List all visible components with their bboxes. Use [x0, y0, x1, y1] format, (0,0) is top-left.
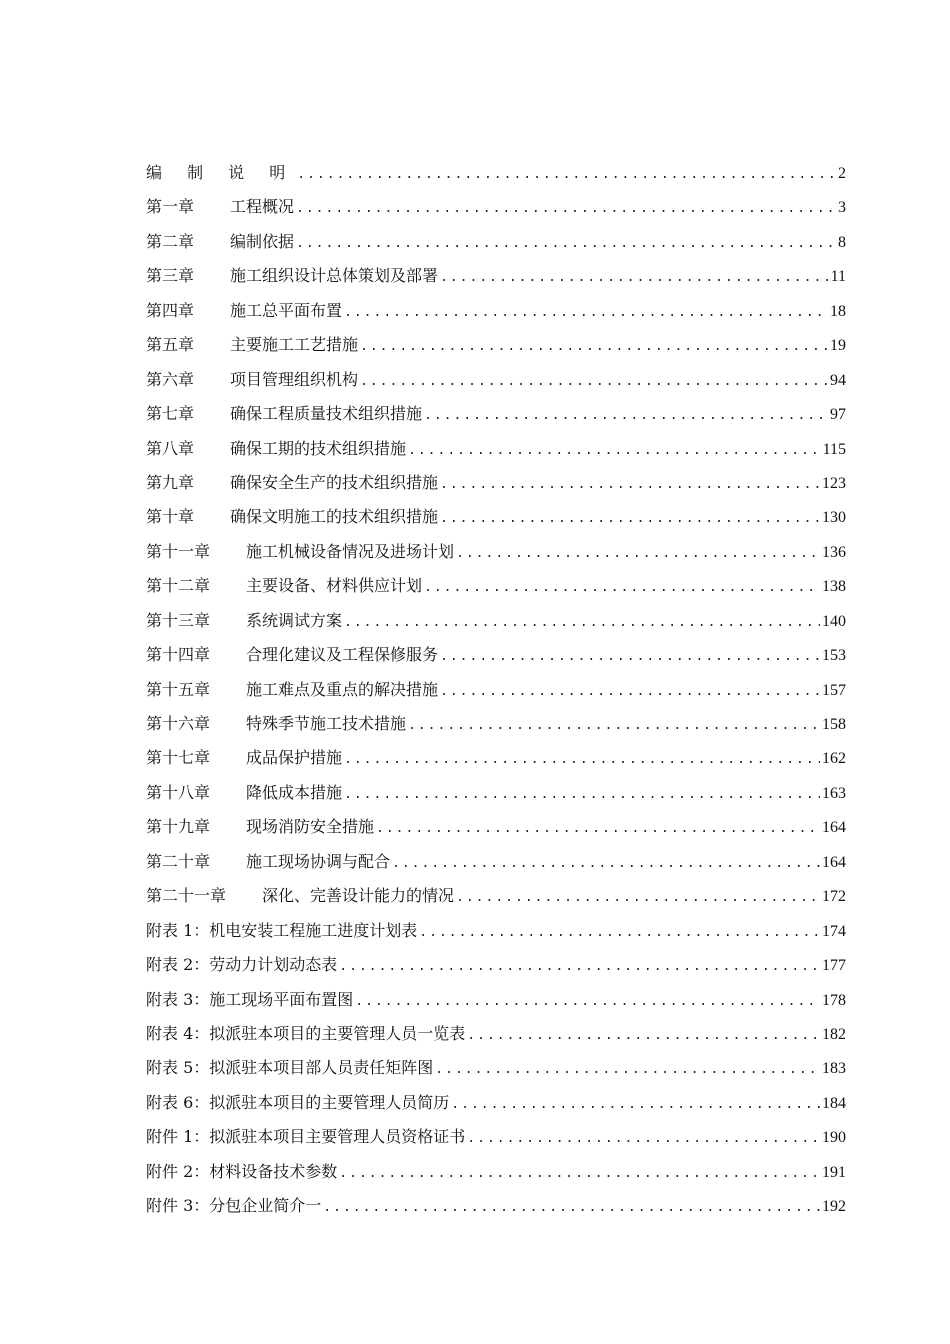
toc-chapter-label: 第四章: [146, 300, 195, 320]
toc-page-number: 164: [822, 853, 846, 871]
toc-entry[interactable]: [146, 298, 846, 332]
toc-chapter-label: 附表 2：: [146, 955, 210, 975]
toc-page-number: 123: [822, 474, 846, 492]
toc-page-number: 18: [830, 302, 846, 320]
toc-entry-title: 主要设备、材料供应计划: [246, 576, 423, 596]
dot-leader: [344, 300, 828, 326]
toc-entry[interactable]: [146, 814, 846, 848]
dot-leader: [297, 162, 836, 188]
toc-page-number: 174: [822, 922, 846, 940]
toc-entry[interactable]: [146, 1124, 846, 1158]
dot-leader: [323, 1195, 820, 1221]
toc-page-number: 178: [822, 991, 846, 1009]
dot-leader: [339, 954, 820, 980]
toc-chapter-label: 第六章: [146, 369, 195, 389]
toc-chapter-label: 第十二章: [146, 576, 211, 596]
dot-leader: [440, 506, 820, 532]
toc-page-number: 182: [822, 1025, 846, 1043]
toc-page-number: 130: [822, 509, 846, 527]
toc-chapter-label: 第二十一章: [146, 886, 227, 906]
toc-page-number: 138: [822, 578, 846, 596]
toc-entry[interactable]: [146, 573, 846, 607]
toc-entry[interactable]: [146, 401, 846, 435]
toc-chapter-label: 第十三章: [146, 610, 211, 630]
toc-chapter-label: 第九章: [146, 472, 195, 492]
toc-entry[interactable]: [146, 504, 846, 538]
toc-chapter-label: 附表 5：: [146, 1058, 210, 1078]
dot-leader: [376, 816, 820, 842]
toc-page-number: 158: [822, 716, 846, 733]
dot-leader: [440, 644, 820, 670]
table-of-contents: [146, 160, 846, 1228]
toc-entry[interactable]: [146, 642, 846, 676]
toc-chapter-label: 附表 3：: [146, 989, 210, 1009]
toc-entry-title: 主要施工工艺措施: [230, 335, 359, 355]
toc-entry[interactable]: [146, 952, 846, 986]
toc-entry[interactable]: [146, 367, 846, 401]
toc-entry[interactable]: [146, 194, 846, 228]
toc-chapter-label: 第三章: [146, 266, 195, 286]
toc-entry[interactable]: [146, 332, 846, 366]
dot-leader: [451, 1092, 820, 1118]
toc-chapter-label: 第一章: [146, 197, 195, 217]
dot-leader: [296, 196, 836, 222]
toc-entry-title: 施工机械设备情况及进场计划: [246, 541, 455, 561]
toc-entry[interactable]: [146, 1159, 846, 1193]
dot-leader: [440, 472, 820, 498]
toc-entry[interactable]: [146, 470, 846, 504]
dot-leader: [467, 1126, 820, 1152]
toc-entry-title: 项目管理组织机构: [230, 369, 359, 389]
toc-entry[interactable]: [146, 1193, 846, 1227]
toc-chapter-label: 附件 1：: [146, 1127, 210, 1147]
toc-chapter-label: 第十九章: [146, 817, 211, 837]
dot-leader: [424, 403, 828, 429]
toc-page-number: 191: [822, 1163, 846, 1181]
toc-entry[interactable]: [146, 711, 846, 745]
toc-entry[interactable]: [146, 160, 846, 194]
dot-leader: [467, 1023, 820, 1049]
toc-entry[interactable]: [146, 677, 846, 711]
toc-chapter-label: 第二十章: [146, 851, 211, 871]
toc-entry-title: 施工现场平面布置图: [209, 989, 354, 1009]
toc-chapter-label: 附表 4：: [146, 1023, 210, 1043]
toc-entry[interactable]: [146, 987, 846, 1021]
dot-leader: [296, 231, 836, 257]
toc-entry-title: 施工现场协调与配合: [246, 851, 391, 871]
toc-entry[interactable]: [146, 849, 846, 883]
toc-entry-title: 深化、完善设计能力的情况: [262, 886, 455, 906]
toc-chapter-label: 第十八章: [146, 782, 211, 802]
toc-chapter-label: 附件 3：: [146, 1196, 210, 1216]
toc-page-number: 3: [838, 199, 846, 217]
toc-entry-title: 机电安装工程施工进度计划表: [209, 920, 418, 940]
dot-leader: [344, 610, 820, 636]
toc-entry-title: 确保文明施工的技术组织措施: [230, 507, 439, 527]
dot-leader: [360, 369, 828, 395]
toc-entry-title: 施工组织设计总体策划及部署: [230, 266, 439, 286]
toc-page-number: 177: [822, 957, 846, 975]
toc-entry-title: 施工难点及重点的解决措施: [246, 679, 439, 699]
toc-entry[interactable]: [146, 539, 846, 573]
toc-chapter-label: 第二章: [146, 231, 195, 251]
toc-page-number: 190: [822, 1129, 846, 1147]
toc-entry-title: 确保安全生产的技术组织措施: [230, 472, 439, 492]
toc-page-number: 163: [822, 784, 846, 802]
dot-leader: [392, 851, 820, 877]
toc-chapter-label: 附表 1：: [146, 920, 210, 940]
dot-leader: [456, 541, 820, 567]
toc-page-number: 97: [830, 406, 846, 424]
toc-page-number: 94: [830, 371, 846, 389]
toc-entry[interactable]: [146, 745, 846, 779]
toc-page-number: 162: [822, 750, 846, 768]
dot-leader: [339, 1161, 820, 1187]
toc-entry[interactable]: [146, 608, 846, 642]
dot-leader: [408, 713, 820, 739]
toc-chapter-label: 第七章: [146, 404, 195, 424]
toc-chapter-label: 编 制 说 明: [146, 163, 296, 182]
dot-leader: [435, 1057, 820, 1083]
toc-entry-title: 拟派驻本项目的主要管理人员一览表: [209, 1023, 466, 1043]
toc-entry-title: 劳动力计划动态表: [209, 955, 338, 975]
toc-entry[interactable]: [146, 1021, 846, 1055]
toc-entry[interactable]: [146, 918, 846, 952]
toc-chapter-label: 附表 6：: [146, 1092, 210, 1112]
toc-chapter-label: 第十六章: [146, 714, 211, 733]
toc-page-number: 153: [822, 647, 846, 665]
toc-chapter-label: 第十七章: [146, 748, 211, 768]
toc-entry-title: 分包企业简介一: [209, 1196, 322, 1216]
toc-entry[interactable]: [146, 229, 846, 263]
toc-page-number: 157: [822, 681, 846, 699]
dot-leader: [456, 885, 820, 911]
toc-entry-title: 拟派驻本项目的主要管理人员简历: [209, 1092, 450, 1112]
toc-page-number: 115: [822, 440, 846, 458]
toc-page-number: 8: [838, 233, 846, 251]
dot-leader: [440, 679, 820, 705]
toc-entry-title: 现场消防安全措施: [246, 817, 375, 837]
toc-chapter-label: 第十五章: [146, 679, 211, 699]
toc-entry-title: 特殊季节施工技术措施: [246, 714, 407, 733]
toc-entry[interactable]: [146, 1055, 846, 1089]
toc-chapter-label: 附件 2：: [146, 1161, 210, 1181]
dot-leader: [360, 334, 828, 360]
toc-entry-title: 成品保护措施: [246, 748, 343, 768]
toc-entry-title: 确保工程质量技术组织措施: [230, 404, 423, 424]
toc-entry[interactable]: [146, 1090, 846, 1124]
toc-entry-title: 系统调试方案: [246, 610, 343, 630]
toc-entry[interactable]: [146, 780, 846, 814]
toc-page-number: 136: [822, 543, 846, 561]
toc-chapter-label: 第五章: [146, 335, 195, 355]
toc-page-number: 183: [822, 1060, 846, 1078]
toc-entry-title: 拟派驻本项目主要管理人员资格证书: [209, 1127, 466, 1147]
toc-page-number: 172: [822, 888, 846, 906]
dot-leader: [355, 989, 820, 1015]
toc-page-number: 192: [822, 1198, 846, 1216]
toc-entry-title: 施工总平面布置: [230, 300, 343, 320]
dot-leader: [344, 747, 820, 773]
toc-entry-title: 工程概况: [230, 197, 295, 217]
dot-leader: [419, 920, 820, 946]
dot-leader: [440, 265, 829, 291]
toc-entry-title: 确保工期的技术组织措施: [230, 438, 407, 458]
dot-leader: [408, 438, 821, 464]
toc-entry[interactable]: [146, 263, 846, 297]
toc-entry-title: 降低成本措施: [246, 782, 343, 802]
toc-entry-title: 合理化建议及工程保修服务: [246, 645, 439, 665]
dot-leader: [424, 575, 820, 601]
toc-entry[interactable]: [146, 883, 846, 917]
toc-chapter-label: 第十四章: [146, 645, 211, 665]
toc-entry-title: 拟派驻本项目部人员责任矩阵图: [209, 1058, 434, 1078]
toc-entry-title: 编制依据: [230, 231, 295, 251]
toc-page-number: 19: [830, 337, 846, 355]
toc-page-number: 164: [822, 819, 846, 837]
toc-chapter-label: 第十一章: [146, 541, 211, 561]
toc-entry[interactable]: [146, 436, 846, 470]
toc-page-number: 11: [830, 268, 846, 286]
toc-page-number: 184: [822, 1094, 846, 1112]
toc-page-number: 140: [822, 612, 846, 630]
toc-page-number: 2: [838, 165, 846, 182]
dot-leader: [344, 782, 820, 808]
toc-chapter-label: 第八章: [146, 438, 195, 458]
toc-entry-title: 材料设备技术参数: [209, 1161, 338, 1181]
toc-chapter-label: 第十章: [146, 507, 195, 527]
